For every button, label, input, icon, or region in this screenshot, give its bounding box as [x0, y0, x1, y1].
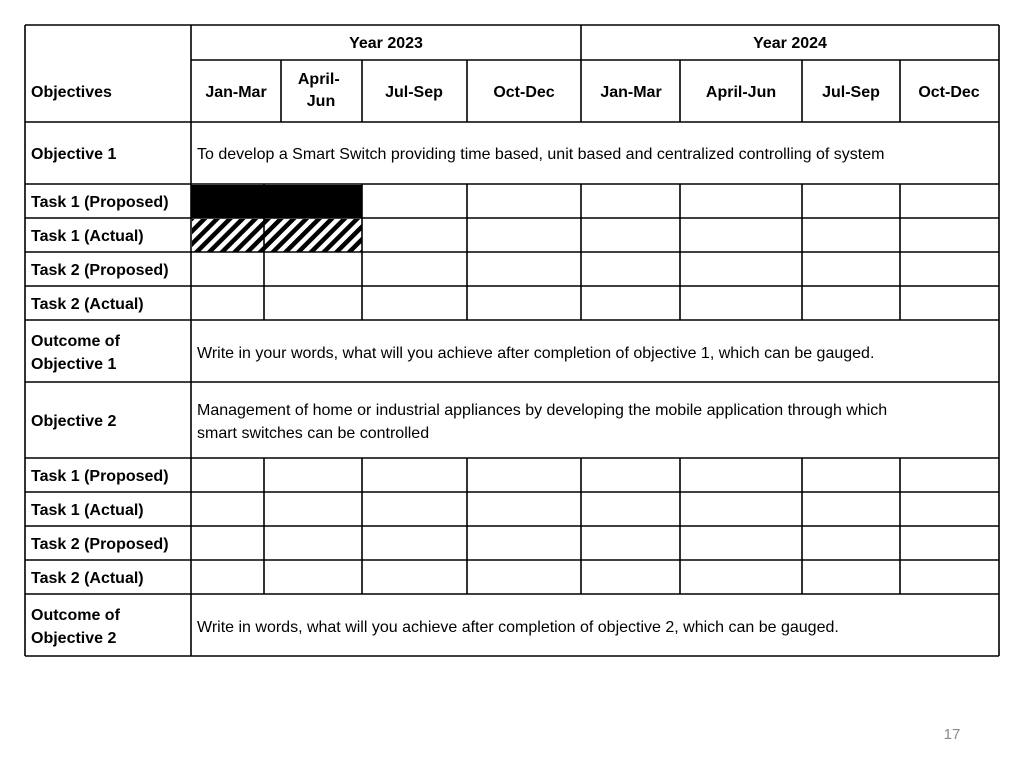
objectives-header: Objectives	[31, 84, 112, 101]
outcome-1-text: Write in your words, what will you achieve after completion of objective 1, which can be gauged.	[197, 345, 875, 362]
quarter-2023-q4: Oct-Dec	[493, 84, 555, 101]
quarter-2023-q1: Jan-Mar	[205, 84, 267, 101]
objective-1-label: Objective 1	[31, 146, 117, 163]
task1-proposed-bar	[191, 185, 362, 218]
year-2023-header: Year 2023	[349, 35, 423, 52]
objective-2-label: Objective 2	[31, 413, 117, 430]
outcome-1-label: Outcome of Objective 1	[31, 333, 120, 373]
obj2-task2-proposed-label: Task 2 (Proposed)	[31, 536, 169, 553]
task1-actual-bar	[192, 219, 362, 252]
outcome-2-label: Outcome of Objective 2	[31, 607, 120, 647]
objective-2-description: Management of home or industrial appliances by developing the mobile application through which smart switches can be controlled	[197, 402, 888, 442]
quarter-2023-q2: April- Jun	[297, 71, 340, 110]
grid-lines	[25, 25, 999, 656]
page-number: 17	[943, 726, 961, 743]
outcome-2-text: Write in words, what will you achieve after completion of objective 2, which can be gauged.	[197, 619, 839, 636]
quarter-2024-q3: Jul-Sep	[822, 84, 880, 101]
quarter-2023-q3: Jul-Sep	[385, 84, 443, 101]
year-2024-header: Year 2024	[753, 35, 827, 52]
objective-1-description: To develop a Smart Switch providing time based, unit based and centralized controlling of system	[197, 146, 885, 163]
obj2-task1-actual-label: Task 1 (Actual)	[31, 502, 144, 519]
obj1-task2-proposed-label: Task 2 (Proposed)	[31, 262, 169, 279]
obj2-task2-actual-label: Task 2 (Actual)	[31, 570, 144, 587]
obj1-task1-actual-label: Task 1 (Actual)	[31, 228, 144, 245]
obj2-task1-proposed-label: Task 1 (Proposed)	[31, 468, 169, 485]
obj1-task1-proposed-label: Task 1 (Proposed)	[31, 194, 169, 211]
obj1-task2-actual-label: Task 2 (Actual)	[31, 296, 144, 313]
quarter-2024-q4: Oct-Dec	[918, 84, 980, 101]
quarter-2024-q1: Jan-Mar	[600, 84, 662, 101]
quarter-2024-q2: April-Jun	[705, 84, 777, 101]
